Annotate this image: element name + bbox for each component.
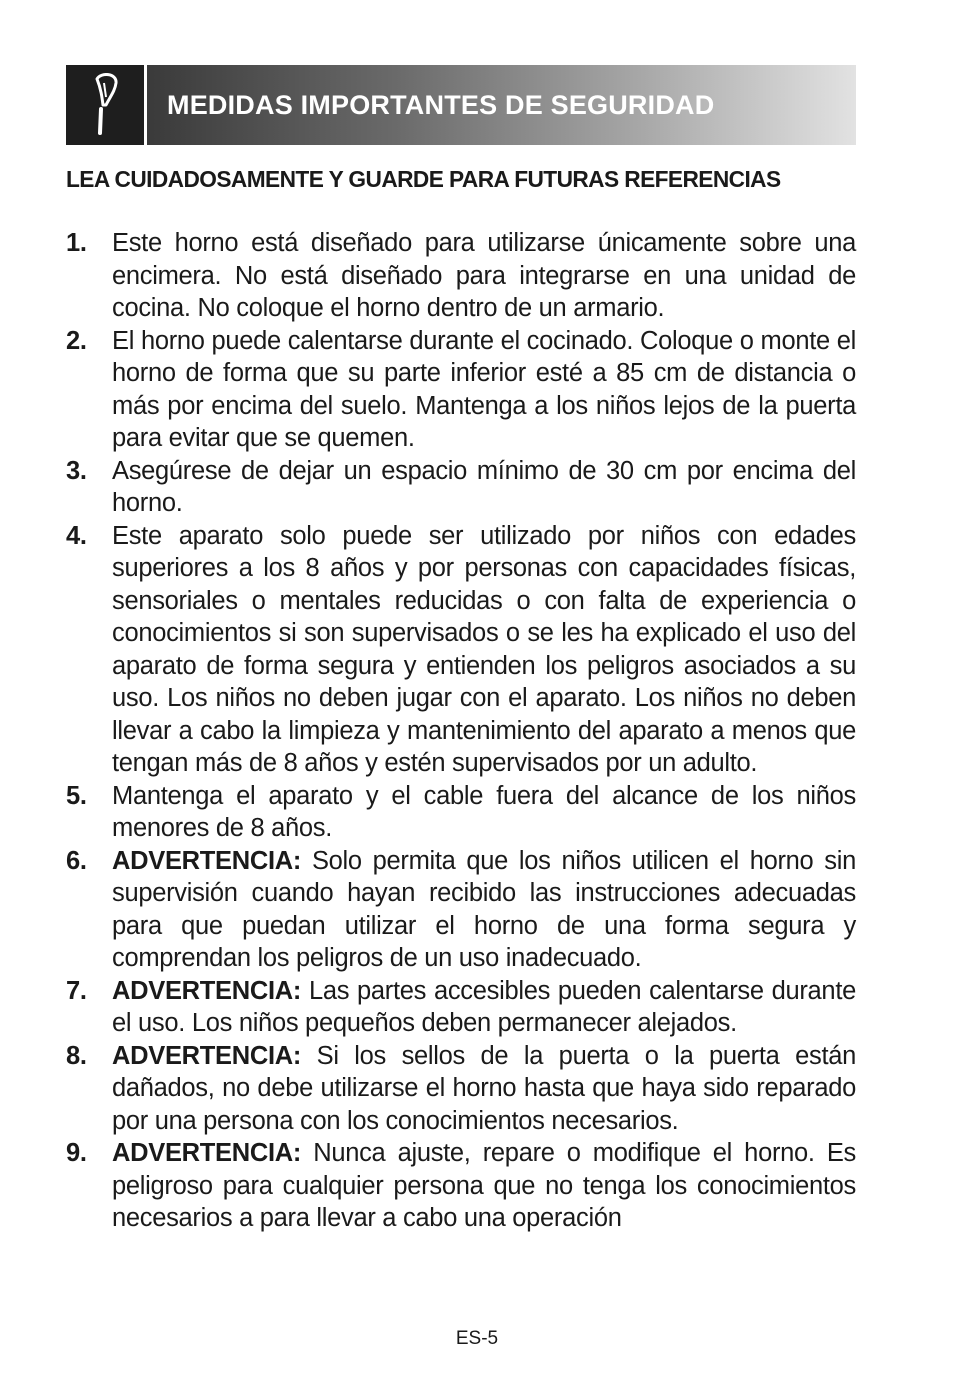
item-text: El horno puede calentarse durante el cocinado. Coloque o monte el horno de forma que su parte inferior esté a 85 cm de distancia o más por encima del suelo. Mantenga a los niños lejos de la puerta para evitar que se quemen. — [112, 326, 856, 452]
item-text: Asegúrese de dejar un espacio mínimo de 30 cm por encima del horno. — [112, 456, 856, 517]
item-number: 7. — [66, 976, 87, 1005]
item-text: Las partes accesibles pueden calentarse durante el uso. Los niños pequeños deben permanecer alejados. — [112, 976, 856, 1037]
info-exclamation-icon — [66, 65, 144, 145]
page-title: MEDIDAS IMPORTANTES DE SEGURIDAD — [167, 89, 715, 120]
item-number: 1. — [66, 229, 87, 257]
item-number: 8. — [66, 1041, 87, 1070]
item-text: Mantenga el aparato y el cable fuera del alcance de los niños menores de 8 años. — [112, 781, 856, 842]
header-bar — [144, 65, 856, 145]
subtitle: LEA CUIDADOSAMENTE Y GUARDE PARA FUTURAS REFERENCIAS — [66, 166, 781, 192]
warning-label: ADVERTENCIA: — [112, 846, 302, 875]
item-number: 6. — [66, 846, 87, 875]
item-body — [112, 845, 856, 975]
list-item — [66, 325, 856, 455]
item-text: Solo permita que los niños utilicen el horno sin supervisión cuando hayan recibido las instrucciones adecuadas para que puedan utilizar el horno de una forma segura y comprendan los peligros de un uso inadecuado. — [112, 846, 856, 972]
list-item — [66, 975, 856, 1040]
list-item — [66, 520, 856, 780]
item-number: 4. — [66, 521, 87, 550]
page-number: ES-5 — [455, 1328, 499, 1349]
item-number: 9. — [66, 1139, 87, 1167]
item-text: Este aparato solo puede ser utilizado por niños con edades superiores a los 8 años y por personas con capacidades físicas, sensoriales o mentales reducidas o con falta de experiencia o conocimientos si son supervisados o se les ha explicado el uso del aparato de forma segura y entienden los peligros asociados a su uso. Los niños no deben jugar con el aparato. Los niños no deben llevar a cabo la limpieza y mantenimiento del aparato a menos que tengan más de 8 años y estén supervisados por un adulto. — [112, 521, 856, 777]
list-item — [66, 1137, 856, 1235]
item-body — [112, 1137, 856, 1235]
list-item — [66, 845, 856, 975]
item-text: Este horno está diseñado para utilizarse únicamente sobre una encimera. No está diseñado para integrarse en una unidad de cocina. No coloque el horno dentro de un armario. — [112, 229, 856, 322]
safety-list — [66, 227, 856, 1235]
section-header — [66, 65, 856, 145]
warning-label: ADVERTENCIA: — [112, 1041, 302, 1070]
item-body — [112, 975, 856, 1040]
warning-label: ADVERTENCIA: — [112, 976, 302, 1005]
list-item — [66, 455, 856, 520]
list-item — [66, 1040, 856, 1138]
item-number: 2. — [66, 326, 87, 355]
warning-label: ADVERTENCIA: — [112, 1139, 302, 1167]
item-text: Si los sellos de la puerta o la puerta están dañados, no debe utilizarse el horno hasta que haya sido reparado por una persona con los conocimientos necesarios. — [112, 1041, 856, 1135]
item-body — [112, 1040, 856, 1138]
item-text: Nunca ajuste, repare o modifique el horno. Es peligroso para cualquier persona que no tenga los conocimientos necesarios a para llevar a cabo una operación — [112, 1139, 856, 1232]
list-item — [66, 780, 856, 845]
list-item — [66, 227, 856, 325]
item-number: 3. — [66, 456, 87, 485]
item-number: 5. — [66, 781, 87, 810]
